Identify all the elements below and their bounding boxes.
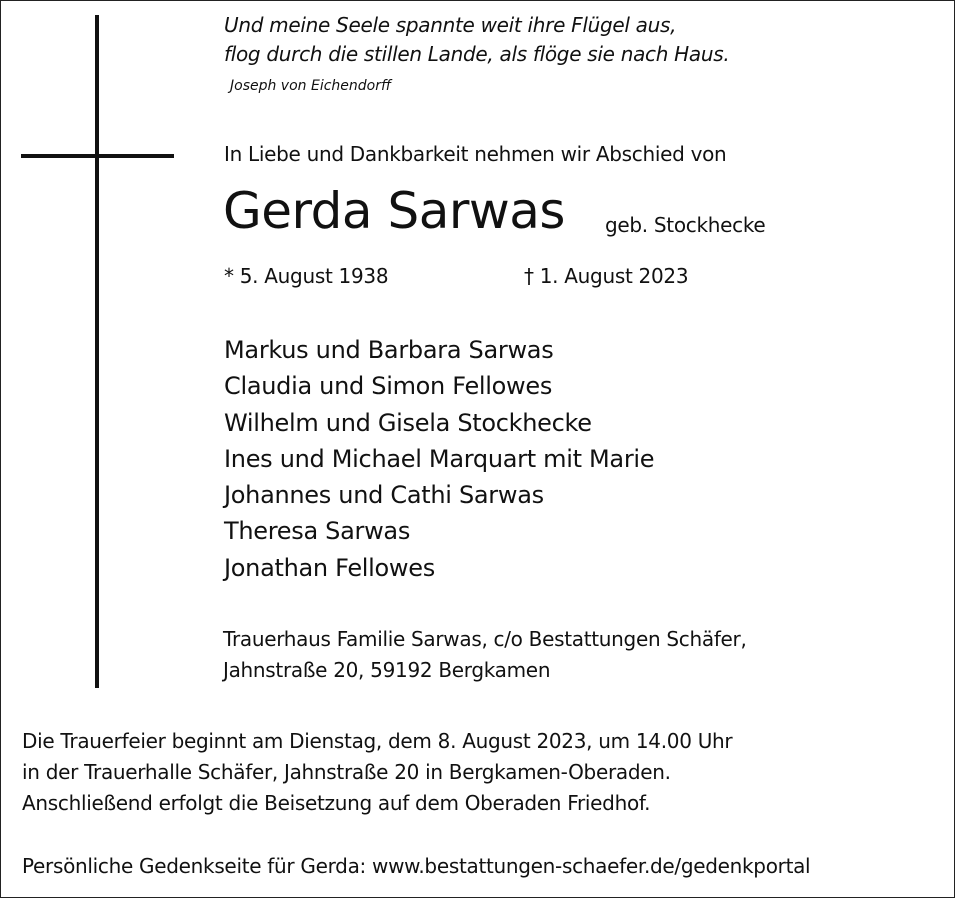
mourner-item: Claudia und Simon Fellowes xyxy=(224,372,553,401)
poem-line: flog durch die stillen Lande, als flöge sie nach Haus. xyxy=(224,42,730,66)
cross-vertical-bar xyxy=(95,15,99,688)
mourner-item: Jonathan Fellowes xyxy=(224,553,435,582)
mourner-item: Markus und Barbara Sarwas xyxy=(224,336,554,364)
cross-horizontal-bar xyxy=(21,154,174,158)
mourner-item: Ines und Michael Marquart mit Marie xyxy=(224,444,655,473)
mourner-item: Theresa Sarwas xyxy=(224,517,411,546)
deceased-name: Gerda Sarwas xyxy=(223,182,565,240)
mourning-house-address xyxy=(223,624,747,686)
poem-line: Und meine Seele spannte weit ihre Flügel aus, xyxy=(224,13,677,37)
farewell-intro: In Liebe und Dankbarkeit nehmen wir Abschied von xyxy=(224,142,727,166)
memorial-page-info xyxy=(22,851,810,882)
mourners-list xyxy=(224,332,654,586)
address-line: Trauerhaus Familie Sarwas, c/o Bestattungen Schäfer, xyxy=(223,627,747,651)
maiden-name: geb. Stockhecke xyxy=(605,213,766,237)
ceremony-line: Die Trauerfeier beginnt am Dienstag, dem 8. August 2023, um 14.00 Uhr xyxy=(22,729,733,753)
mourner-item: Wilhelm und Gisela Stockhecke xyxy=(224,408,592,437)
poem-quote xyxy=(224,11,729,69)
birth-date: * 5. August 1938 xyxy=(224,264,389,288)
ceremony-line: Anschließend erfolgt die Beisetzung auf dem Oberaden Friedhof. xyxy=(22,791,651,815)
death-date: † 1. August 2023 xyxy=(524,264,689,288)
mourner-item: Johannes und Cathi Sarwas xyxy=(224,481,544,510)
memorial-label: Persönliche Gedenkseite für Gerda: xyxy=(22,854,373,878)
poem-author: Joseph von Eichendorff xyxy=(230,78,392,94)
address-line: Jahnstraße 20, 59192 Bergkamen xyxy=(223,658,551,682)
memorial-portal-link[interactable]: www.bestattungen-schaefer.de/gedenkportal xyxy=(372,854,811,878)
ceremony-line: in der Trauerhalle Schäfer, Jahnstraße 20 in Bergkamen-Oberaden. xyxy=(22,760,671,784)
funeral-ceremony-info xyxy=(22,726,732,819)
